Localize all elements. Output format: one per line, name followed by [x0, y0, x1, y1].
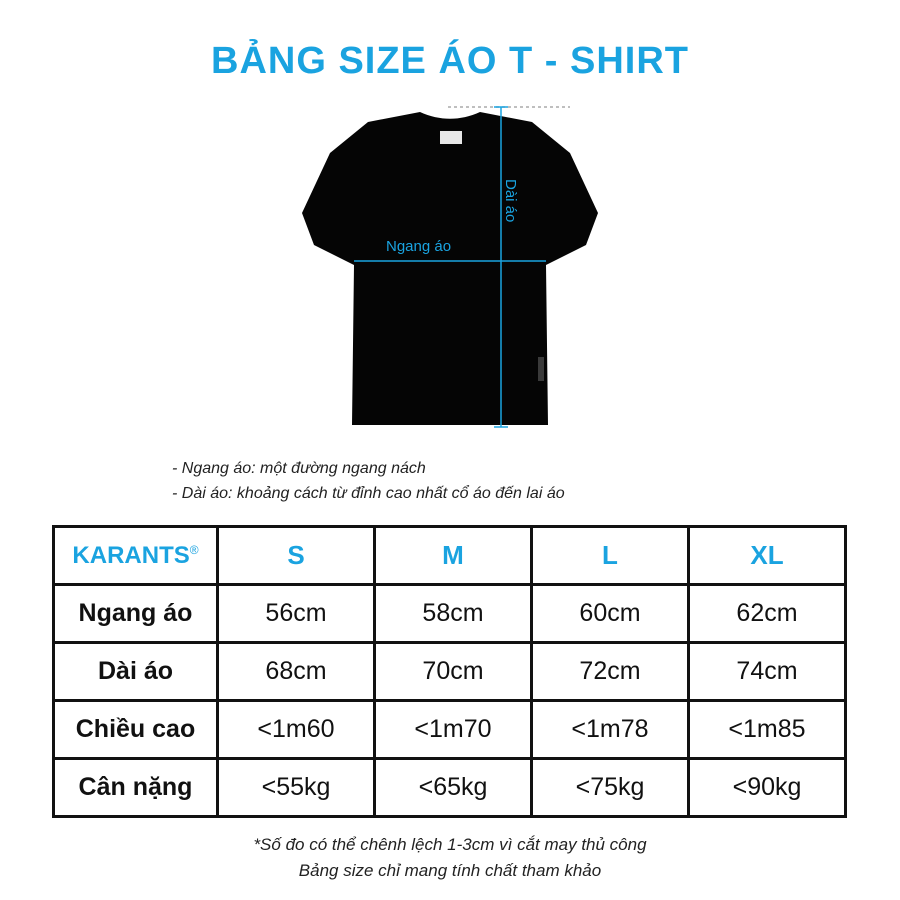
table-row — [54, 585, 846, 643]
table-cell: 72cm — [532, 643, 689, 701]
row-label-height: Chiều cao — [54, 701, 218, 759]
side-label — [538, 357, 544, 381]
measurement-notes — [172, 456, 565, 506]
row-label-weight: Cân nặng — [54, 759, 218, 817]
disclaimer — [0, 832, 900, 884]
page-title: BẢNG SIZE ÁO T - SHIRT — [211, 40, 689, 82]
table-row — [54, 759, 846, 817]
width-label: Ngang áo — [386, 238, 452, 255]
table-cell: <55kg — [218, 759, 375, 817]
table-header-row — [54, 527, 846, 585]
table-cell: <65kg — [375, 759, 532, 817]
table-cell: <1m78 — [532, 701, 689, 759]
size-header-m: M — [375, 527, 532, 585]
note-length: - Dài áo: khoảng cách từ đỉnh cao nhất cổ áo đến lai áo — [172, 485, 565, 502]
table-cell: 70cm — [375, 643, 532, 701]
table-cell: 58cm — [375, 585, 532, 643]
table-cell: 56cm — [218, 585, 375, 643]
note-width: - Ngang áo: một đường ngang nách — [172, 460, 426, 477]
table-cell: 74cm — [689, 643, 846, 701]
collar-label — [440, 131, 462, 144]
tshirt-shape — [302, 112, 598, 425]
disclaimer-line-2: Bảng size chỉ mang tính chất tham khảo — [298, 861, 602, 880]
size-header-xl: XL — [689, 527, 846, 585]
disclaimer-line-1: *Số đo có thể chênh lệch 1-3cm vì cắt may thủ công — [253, 835, 647, 854]
table-cell: <90kg — [689, 759, 846, 817]
table-cell: <75kg — [532, 759, 689, 817]
size-header-s: S — [218, 527, 375, 585]
table-cell: 62cm — [689, 585, 846, 643]
table-cell: 60cm — [532, 585, 689, 643]
brand-logo: KARANTS® — [54, 527, 218, 585]
table-cell: 68cm — [218, 643, 375, 701]
tshirt-diagram — [270, 95, 630, 435]
table-cell: <1m70 — [375, 701, 532, 759]
row-label-length: Dài áo — [54, 643, 218, 701]
row-label-width: Ngang áo — [54, 585, 218, 643]
length-label: Dài áo — [502, 179, 519, 223]
table-cell: <1m60 — [218, 701, 375, 759]
size-header-l: L — [532, 527, 689, 585]
table-row — [54, 701, 846, 759]
table-cell: <1m85 — [689, 701, 846, 759]
size-table — [52, 525, 847, 818]
table-row — [54, 643, 846, 701]
